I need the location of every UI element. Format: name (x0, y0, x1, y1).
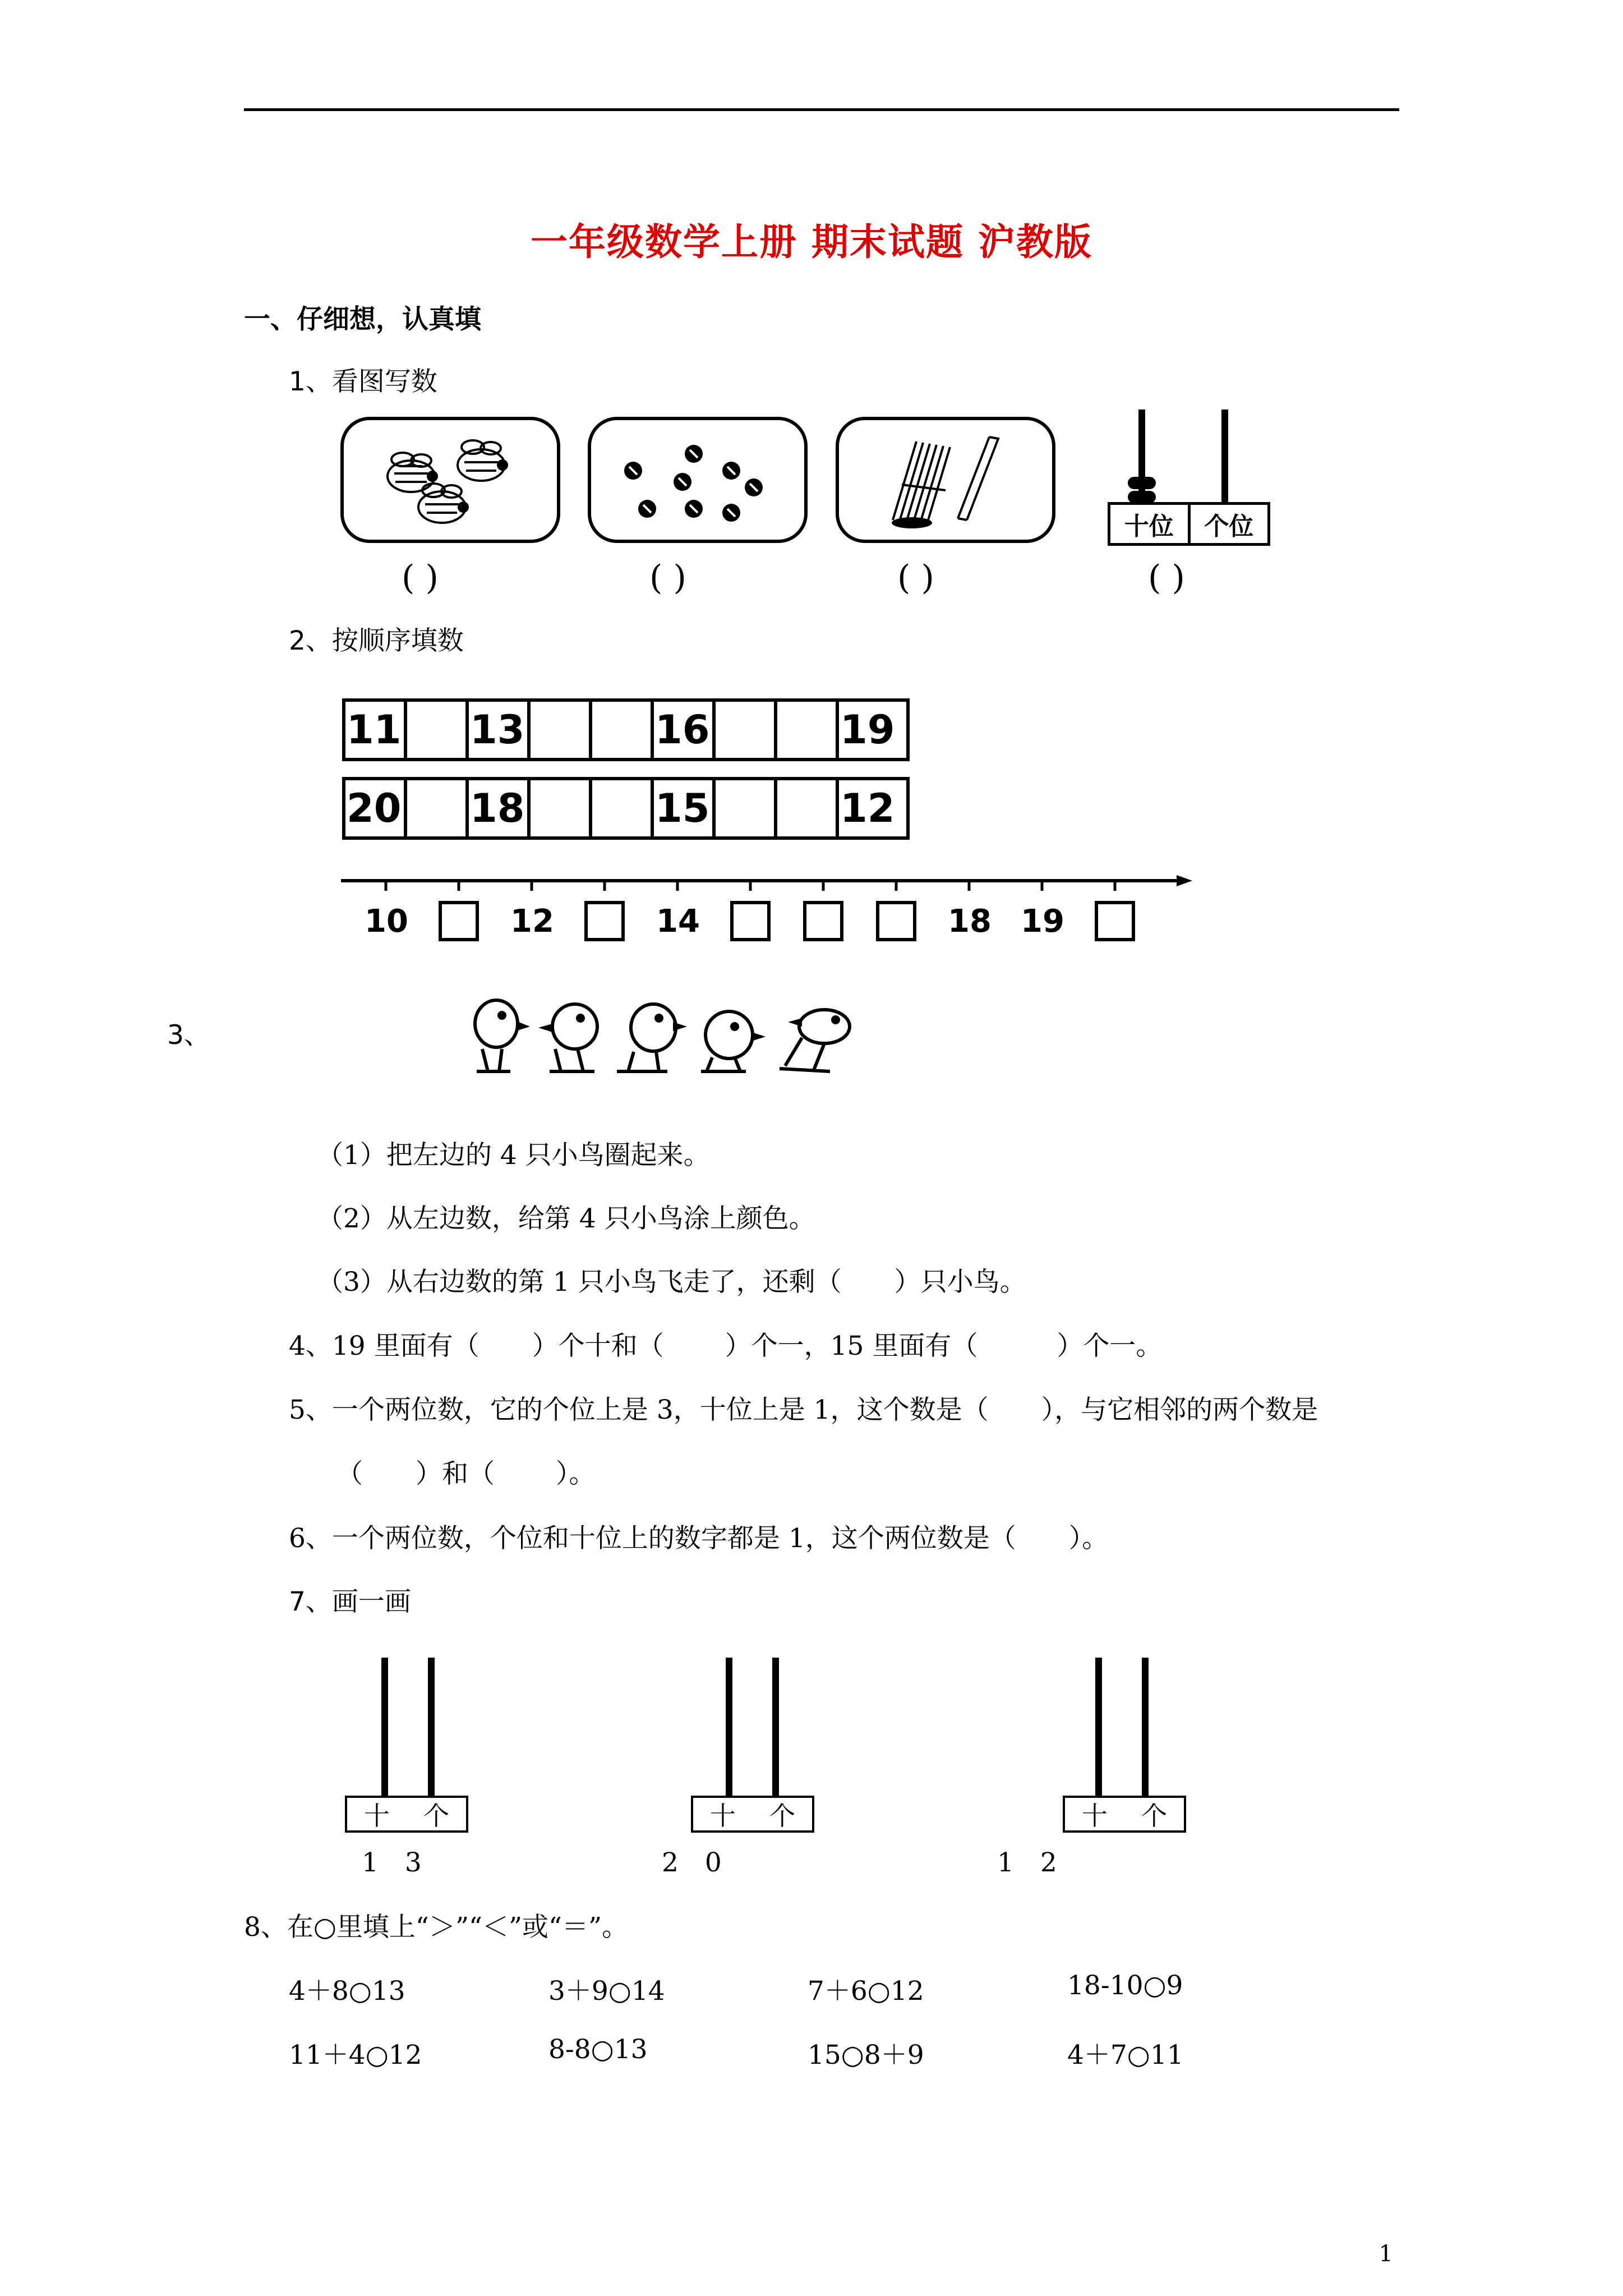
birds-illustration (465, 987, 892, 1077)
answer-blank[interactable]: ( ) (1148, 558, 1185, 597)
compare-item[interactable]: 18-10○9 (1067, 1970, 1183, 2001)
compare-item[interactable]: 3＋9○14 (548, 1976, 665, 2007)
sequence-cell[interactable] (531, 780, 592, 836)
compare-item[interactable]: 4＋7○11 (1067, 2040, 1184, 2070)
tens-rod (1095, 1658, 1102, 1797)
page-title: 一年级数学上册 期末试题 沪教版 (531, 220, 1092, 264)
section-heading: 一、仔细想，认真填 (244, 304, 481, 335)
number-line-box[interactable] (803, 901, 843, 941)
number-line-box[interactable] (876, 901, 916, 941)
tens-rod (726, 1658, 732, 1797)
bees-icon (344, 420, 557, 540)
sequence-cell[interactable] (592, 780, 654, 836)
abacus-bead (1128, 491, 1156, 503)
ones-rod (772, 1658, 779, 1797)
sequence-row-1 (342, 698, 910, 761)
q7-label: 7、画一画 (289, 1586, 411, 1617)
draw-abacus-1[interactable] (345, 1658, 468, 1878)
q3-item-3: （3）从右边数的第 1 只小鸟飞走了，还剩（ ）只小鸟。 (317, 1267, 1026, 1297)
q3-label: 3、 (167, 1020, 210, 1051)
card-bees (340, 417, 560, 543)
number-line-label: 14 (656, 903, 700, 940)
ones-label: 个 (769, 1801, 795, 1831)
sequence-cell[interactable]: 13 (469, 702, 531, 758)
number-line-label: 18 (948, 903, 992, 940)
sequence-cell[interactable] (716, 780, 777, 836)
birds-icon (465, 987, 892, 1077)
number-line-label: 10 (365, 903, 408, 940)
card-sticks (836, 417, 1055, 543)
sequence-cell[interactable]: 18 (469, 780, 531, 836)
header-rule (244, 108, 1399, 111)
abacus-number: 2 0 (662, 1847, 722, 1878)
sequence-row-2 (342, 777, 910, 840)
answer-blank[interactable]: ( ) (402, 558, 439, 597)
q1-label: 1、看图写数 (289, 366, 437, 397)
tens-rod (381, 1658, 388, 1797)
tens-label: 十 (710, 1801, 736, 1831)
q4-text: 4、19 里面有（ ）个十和（ ）个一，15 里面有（ ）个一。 (289, 1331, 1163, 1361)
place-value-box (1063, 1796, 1186, 1833)
dots-icon (591, 420, 804, 540)
tens-place-label: 十位 (1110, 505, 1191, 543)
sequence-cell[interactable]: 16 (654, 702, 716, 758)
sequence-cell[interactable] (777, 702, 839, 758)
number-line-box[interactable] (730, 901, 771, 941)
sequence-cell[interactable] (531, 702, 592, 758)
number-line-label: 19 (1021, 903, 1064, 940)
card-dots (588, 417, 808, 543)
ones-rod (1142, 1658, 1149, 1797)
q3-item-2: （2）从左边数，给第 4 只小鸟涂上颜色。 (317, 1203, 815, 1234)
tens-label: 十 (1082, 1801, 1108, 1831)
q2-label: 2、按顺序填数 (289, 625, 464, 656)
sticks-bundle-icon (839, 420, 1052, 540)
q6-text: 6、一个两位数，个位和十位上的数字都是 1，这个两位数是（ ）。 (289, 1523, 1109, 1554)
abacus-place-value (1108, 409, 1270, 547)
sequence-cell[interactable] (716, 702, 777, 758)
abacus-rod-ones (1221, 409, 1228, 502)
sequence-cell[interactable]: 12 (840, 785, 895, 831)
q8-label: 8、在○里填上“＞”“＜”或“＝”。 (244, 1912, 629, 1943)
answer-blank[interactable]: ( ) (897, 558, 934, 597)
q5-line-1: 5、一个两位数，它的个位上是 3，十位上是 1，这个数是（ ），与它相邻的两个数是 (289, 1395, 1318, 1425)
place-value-labels (1108, 502, 1270, 546)
place-value-box (345, 1796, 468, 1833)
sequence-cell[interactable] (777, 780, 839, 836)
sequence-cell[interactable] (592, 702, 654, 758)
number-line-box[interactable] (1095, 901, 1135, 941)
abacus-bead (1128, 477, 1156, 489)
compare-item[interactable]: 11＋4○12 (289, 2040, 422, 2070)
sequence-cell[interactable]: 19 (840, 707, 895, 753)
ones-rod (428, 1658, 435, 1797)
number-line-box[interactable] (439, 901, 479, 941)
number-line-label: 12 (510, 903, 554, 940)
ones-label: 个 (1141, 1801, 1167, 1831)
number-line (341, 874, 1193, 958)
ones-place-label: 个位 (1204, 512, 1254, 541)
sequence-cell[interactable] (407, 702, 469, 758)
compare-item[interactable]: 8-8○13 (548, 2034, 648, 2065)
compare-item[interactable]: 4＋8○13 (289, 1976, 405, 2007)
place-value-box (691, 1796, 814, 1833)
draw-abacus-2[interactable] (662, 1658, 814, 1878)
number-line-box[interactable] (584, 901, 625, 941)
ones-label: 个 (423, 1801, 449, 1831)
tens-label: 十 (364, 1801, 390, 1831)
sequence-cell[interactable]: 11 (345, 702, 407, 758)
sequence-cell[interactable]: 15 (654, 780, 716, 836)
sequence-cell[interactable]: 20 (345, 780, 407, 836)
draw-abacus-3[interactable] (997, 1658, 1186, 1878)
q3-item-1: （1）把左边的 4 只小鸟圈起来。 (317, 1140, 710, 1171)
abacus-number: 1 2 (997, 1847, 1057, 1878)
answer-blank[interactable]: ( ) (649, 558, 686, 597)
abacus-number: 1 3 (362, 1847, 422, 1878)
compare-item[interactable]: 7＋6○12 (808, 1976, 924, 2007)
sequence-cell[interactable] (407, 780, 469, 836)
compare-item[interactable]: 15○8＋9 (808, 2040, 924, 2070)
q5-line-2: （ ）和（ ）。 (336, 1458, 596, 1489)
number-line-axis (341, 874, 1193, 896)
page-number: 1 (1378, 2241, 1393, 2267)
